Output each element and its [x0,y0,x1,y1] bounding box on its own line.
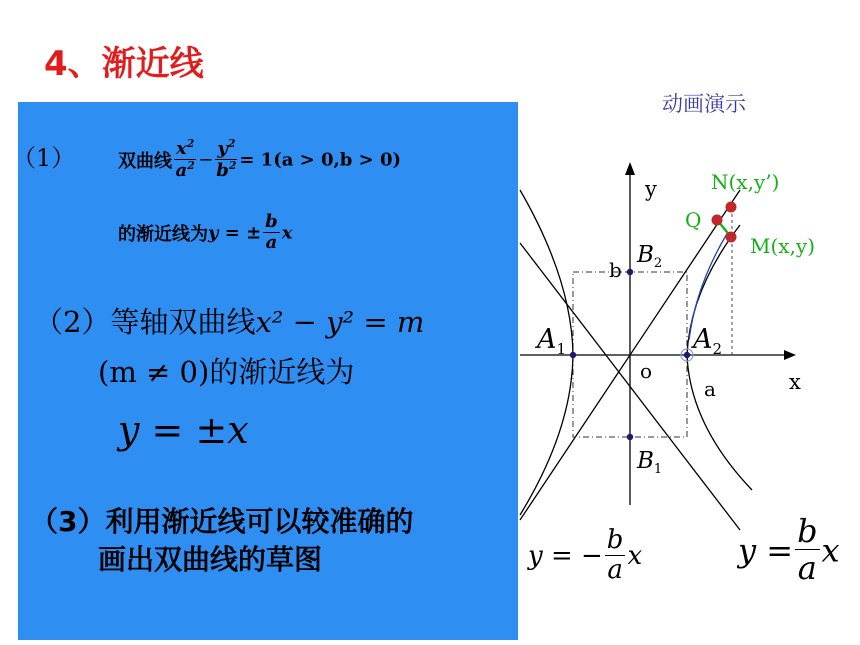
x-axis-label: x [789,370,801,394]
asymptote-eq-negative [528,526,642,585]
ball-M [726,232,737,243]
A1-label: $A_1$ [537,324,567,358]
y-axis-label: y [645,177,657,201]
item2-line3: y = ±x [118,408,249,452]
point-B2 [627,269,633,275]
item2-label: （2）等轴双曲线 [34,305,256,339]
item1-tail: = 1(a > 0,b > 0) [239,149,402,171]
eq-pos-frac: $\frac{b}{a}$ [797,512,818,588]
y-axis-arrow [625,162,635,175]
item1-line2-x: x [281,222,293,244]
origin-label: o [640,359,653,383]
item1-prefix: 双曲线 [118,150,172,172]
item1-line2-prefix: 的渐近线为 [118,223,208,245]
item2-eq: x² − y² = m [255,305,425,339]
point-A2 [684,352,690,358]
point-B1 [627,434,633,440]
B2-label: $B_2$ [637,242,663,271]
B1-label: $B_1$ [637,448,663,477]
asymptote-eq-positive [738,514,840,587]
item1-frac-x: $\frac{x^2}{a^2}$ [175,137,195,181]
item3-line2: 画出双曲线的草图 [98,543,323,576]
x-axis-arrow [784,350,796,360]
section-title: 4、渐近线 [44,44,204,84]
point-A1 [570,352,576,358]
ball-Q [712,215,723,226]
M-label: M(x,y) [750,234,816,258]
item1-line2-eq: y = ± [208,222,262,244]
animation-demo-link[interactable]: 动画演示 [662,92,746,116]
item1-label: （1） [12,144,76,172]
item2-line2: (m ≠ 0)的渐近线为 [98,355,355,389]
a-label: a [704,377,716,401]
item1-minus: − [198,149,214,171]
eq-neg-var: x [627,540,643,571]
item2-line1 [34,300,424,341]
item1-equation [118,138,401,181]
ball-N [726,202,737,213]
A2-label: $A_2$ [693,324,723,358]
N-label: N(x,y’) [711,170,780,194]
eq-pos-var: x [821,531,840,570]
item1-frac-y: $\frac{y^2}{b^2}$ [216,137,237,181]
eq-neg-prefix: y = − [528,540,603,571]
eq-pos-prefix: y = [738,531,794,570]
Q-label: Q [685,208,702,232]
b-label: b [609,258,622,282]
item1-line2 [118,212,292,253]
item3-line1: （3）利用渐近线可以较准确的 [30,505,414,538]
item1-line2-frac: $\frac{b}{a}$ [265,211,278,253]
eq-neg-frac: $\frac{b}{a}$ [606,525,624,585]
